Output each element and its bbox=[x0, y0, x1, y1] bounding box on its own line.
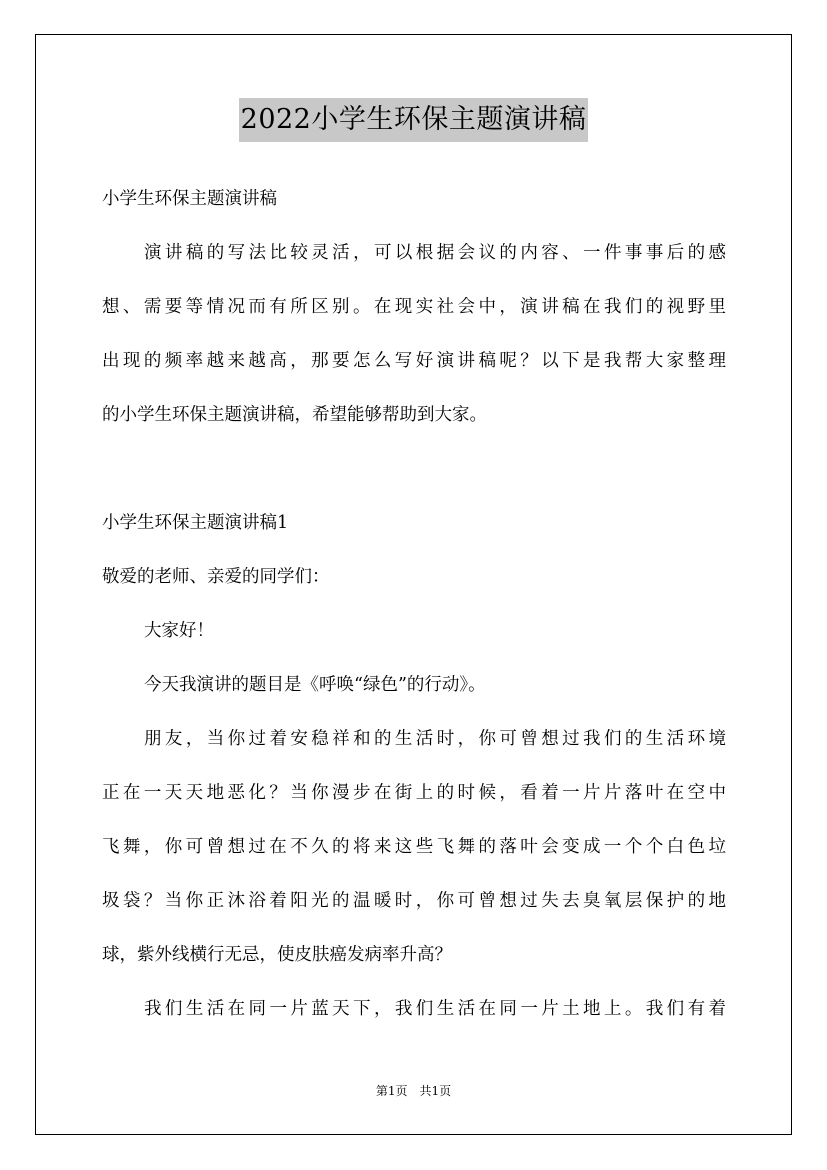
paragraph-line: 飞舞，你可曾想过在不久的将来这些飞舞的落叶会变成一个个白色垃 bbox=[102, 837, 726, 857]
salutation: 敬爱的老师、亲爱的同学们： bbox=[102, 567, 330, 587]
greeting: 大家好！ bbox=[144, 621, 214, 641]
section-heading: 小学生环保主题演讲稿1 bbox=[102, 513, 289, 533]
speech-topic: 今天我演讲的题目是《呼唤“绿色”的行动》。 bbox=[144, 675, 486, 695]
document-body bbox=[102, 172, 726, 1036]
paragraph-line: 演讲稿的写法比较灵活，可以根据会议的内容、一件事事后的感 bbox=[144, 243, 726, 263]
paragraph-line: 出现的频率越来越高，那要怎么写好演讲稿呢？以下是我帮大家整理 bbox=[102, 351, 726, 371]
paragraph-line: 球，紫外线横行无忌，使皮肤癌发病率升高？ bbox=[102, 945, 452, 965]
title-area bbox=[0, 98, 827, 142]
paragraph-line: 朋友，当你过着安稳祥和的生活时，你可曾想过我们的生活环境 bbox=[144, 729, 726, 749]
paragraph-line: 圾袋？当你正沐浴着阳光的温暖时，你可曾想过失去臭氧层保护的地 bbox=[102, 891, 726, 911]
paragraph-line: 的小学生环保主题演讲稿，希望能够帮助到大家。 bbox=[102, 405, 487, 425]
paragraph-line: 我们生活在同一片蓝天下，我们生活在同一片土地上。我们有着 bbox=[144, 999, 726, 1019]
paragraph-line: 想、需要等情况而有所区别。在现实社会中，演讲稿在我们的视野里 bbox=[102, 297, 726, 317]
page-footer: 第1页 共1页 bbox=[375, 1084, 452, 1098]
paragraph-line: 正在一天天地恶化？当你漫步在街上的时候，看着一片片落叶在空中 bbox=[102, 783, 726, 803]
subtitle: 小学生环保主题演讲稿 bbox=[102, 189, 277, 209]
document-title: 2022小学生环保主题演讲稿 bbox=[239, 98, 589, 142]
blank-line bbox=[102, 442, 726, 496]
